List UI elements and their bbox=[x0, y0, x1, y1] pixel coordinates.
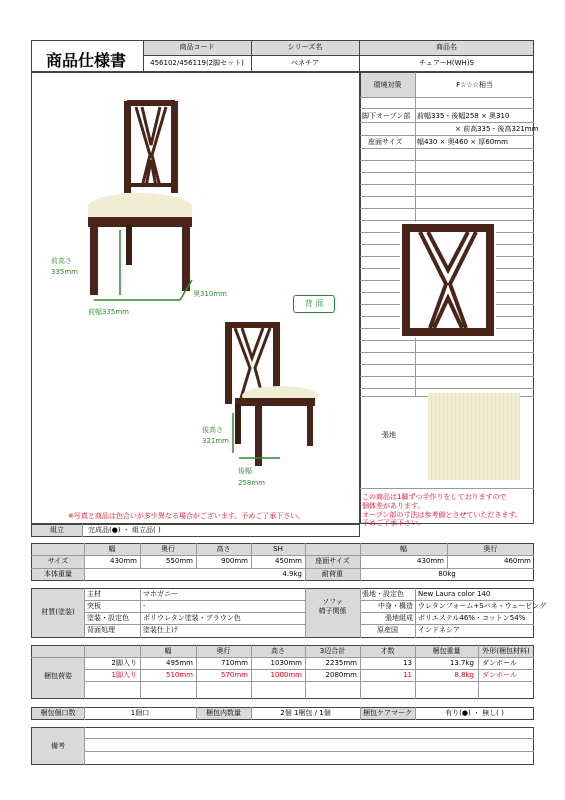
pack-row2-width: 510mm bbox=[166, 671, 193, 679]
env-label: 環境対策 bbox=[373, 81, 402, 89]
material-label: 材質(塗装) bbox=[41, 608, 75, 616]
material-key-2: 突板 bbox=[87, 602, 101, 610]
pack-header-sum: 3辺合計 bbox=[319, 647, 346, 655]
load-value: 80kg bbox=[438, 570, 456, 578]
pack-row1-outer: ダンボール bbox=[482, 659, 517, 667]
pack-care-value: 有り(●) ・ 無し( ) bbox=[445, 709, 504, 717]
sofa-val-3: ポリエステル46%・コットン54% bbox=[418, 614, 526, 622]
back-height-value: 321mm bbox=[202, 437, 229, 445]
material-key-4: 背面処理 bbox=[87, 626, 115, 634]
material-key-1: 主材 bbox=[87, 590, 101, 598]
sofa-key-2: 中身・構造 bbox=[378, 602, 413, 610]
front-dimension-arrows bbox=[80, 95, 220, 315]
fabric-swatch-image bbox=[428, 393, 520, 480]
back-view-badge: 背 面 bbox=[293, 295, 335, 313]
pack-row1-depth: 710mm bbox=[221, 659, 248, 667]
material-val-3: ポリウレタン塗装・ブラウン色 bbox=[143, 614, 241, 622]
front-height-value: 335mm bbox=[51, 268, 78, 276]
handmade-note-3: オープン部の寸法は参考値とさせていただきます。 bbox=[362, 511, 522, 519]
leg-opening-value-2: × 前高335・後高321mm bbox=[455, 125, 539, 133]
size-height-value: 900mm bbox=[221, 557, 248, 565]
back-width-label: 後幅 bbox=[238, 467, 252, 475]
sofa-label-1: ソファ bbox=[322, 598, 343, 606]
seat-depth-value: 460mm bbox=[504, 557, 531, 565]
size-header-width: 幅 bbox=[108, 545, 116, 553]
fabric-label: 張地 bbox=[382, 431, 396, 439]
pack-header-depth: 奥行 bbox=[216, 647, 231, 655]
remarks-label: 備考 bbox=[51, 742, 65, 750]
handmade-note-2: 個体差があります。 bbox=[362, 502, 425, 510]
sofa-val-4: インドネシア bbox=[418, 626, 460, 634]
pack-count-label: 梱包個口数 bbox=[40, 709, 76, 717]
handmade-note-4: 予めご了承下さい。 bbox=[362, 519, 425, 527]
seat-size-value: 幅430 × 奥460 × 厚60mm bbox=[417, 138, 508, 146]
size-sh-value: 450mm bbox=[275, 557, 302, 565]
leg-opening-label: 脚下オープン部 bbox=[362, 112, 411, 120]
front-height-label: 前高さ bbox=[51, 257, 72, 265]
series-label: シリーズ名 bbox=[287, 43, 323, 51]
page-title: 商品仕様書 bbox=[46, 51, 127, 70]
sofa-key-3: 張地組成 bbox=[385, 614, 413, 622]
remarks-box bbox=[31, 727, 534, 765]
pack-row2-name: 1脚入り bbox=[111, 671, 137, 679]
sofa-val-2: ウレタンフォーム+Sバネ・ウェービング bbox=[418, 602, 547, 610]
load-label: 耐荷重 bbox=[322, 570, 343, 578]
depth-value: 奥310mm bbox=[193, 290, 227, 298]
assembly-value: 完成品(●) ・ 組立品( ) bbox=[88, 526, 161, 534]
back-height-label: 後高さ bbox=[202, 426, 223, 434]
photo-note: ※写真と商品は色合いが多少異なる場合がございます。予めご了承下さい。 bbox=[68, 512, 305, 520]
material-val-4: 塗装仕上げ bbox=[143, 626, 178, 634]
pack-inner-label: 梱包内数量 bbox=[206, 709, 241, 717]
pack-row2-weight: 8.8kg bbox=[454, 671, 474, 679]
backrest-image bbox=[400, 222, 496, 338]
sofa-key-1: 張地・設定色 bbox=[362, 590, 404, 598]
pack-header-width: 幅 bbox=[164, 647, 172, 655]
material-val-1: マホガニー bbox=[143, 590, 178, 598]
pack-header-sai: 才数 bbox=[380, 647, 395, 655]
sofa-key-4: 原産国 bbox=[377, 626, 398, 634]
seat-header-width: 幅 bbox=[400, 545, 407, 553]
pack-row1-weight: 13.7kg bbox=[449, 659, 474, 667]
name-label: 商品名 bbox=[436, 43, 457, 51]
back-width-value: 258mm bbox=[238, 479, 265, 487]
pack-row1-sai: 13 bbox=[403, 659, 412, 667]
code-label: 商品コード bbox=[179, 43, 215, 51]
seat-size-label: 座面サイズ bbox=[368, 138, 403, 146]
sofa-val-1: New Laura color 140 bbox=[418, 590, 491, 598]
pack-row2-depth: 570mm bbox=[221, 671, 248, 679]
pack-row2-height: 1000mm bbox=[270, 671, 302, 679]
sofa-label-2: 椅子関係 bbox=[318, 607, 347, 615]
size-header-height: 高さ bbox=[216, 545, 231, 553]
series-value: ベネチア bbox=[291, 59, 319, 67]
pack-row1-width: 495mm bbox=[166, 659, 193, 667]
assembly-label: 組立 bbox=[50, 526, 64, 534]
pack-inner-value: 2個 1梱包 / 1個 bbox=[280, 709, 331, 717]
front-width-value: 前幅335mm bbox=[88, 308, 129, 316]
leg-opening-value-1: 前幅335・後幅258 × 奥310 bbox=[417, 112, 510, 120]
back-dimension-arrows bbox=[215, 318, 325, 478]
size-header-sh: SH bbox=[273, 545, 283, 553]
handmade-note-1: この商品は1脚ずつ手作りをしておりますので bbox=[362, 493, 507, 501]
name-value: チェアーH(WH)S bbox=[419, 59, 474, 67]
material-key-3: 塗装・設定色 bbox=[87, 614, 129, 622]
pack-care-label: 梱包ケアマーク bbox=[363, 709, 412, 717]
size-header-depth: 奥行 bbox=[161, 545, 175, 553]
pack-row1-name: 2脚入り bbox=[111, 659, 137, 667]
pack-row1-height: 1030mm bbox=[270, 659, 302, 667]
pack-count-value: 1個口 bbox=[130, 709, 150, 717]
material-val-2: - bbox=[143, 602, 146, 610]
size-depth-value: 550mm bbox=[166, 557, 193, 565]
size-width-value: 430mm bbox=[110, 557, 137, 565]
pack-row2-sum: 2080mm bbox=[325, 671, 357, 679]
packing-label: 梱包荷姿 bbox=[44, 672, 72, 680]
size-row-label: サイズ bbox=[47, 557, 69, 565]
env-value: F☆☆☆相当 bbox=[456, 81, 493, 89]
pack-header-height: 高さ bbox=[271, 647, 285, 655]
pack-row1-sum: 2235mm bbox=[325, 659, 357, 667]
seat-size-row-label: 座面サイズ bbox=[315, 557, 350, 565]
code-value: 456102/456119(2脚セット) bbox=[150, 59, 244, 67]
pack-row2-outer: ダンボール bbox=[482, 671, 517, 679]
seat-header-depth: 奥行 bbox=[483, 545, 498, 553]
seat-width-value: 430mm bbox=[417, 557, 444, 565]
pack-header-weight: 梱包重量 bbox=[432, 647, 461, 655]
pack-row2-sai: 11 bbox=[403, 671, 412, 679]
weight-value: 4.9kg bbox=[282, 570, 302, 578]
pack-header-outer: 外形(梱包材料) bbox=[482, 647, 530, 655]
weight-label: 本体重量 bbox=[44, 570, 72, 578]
